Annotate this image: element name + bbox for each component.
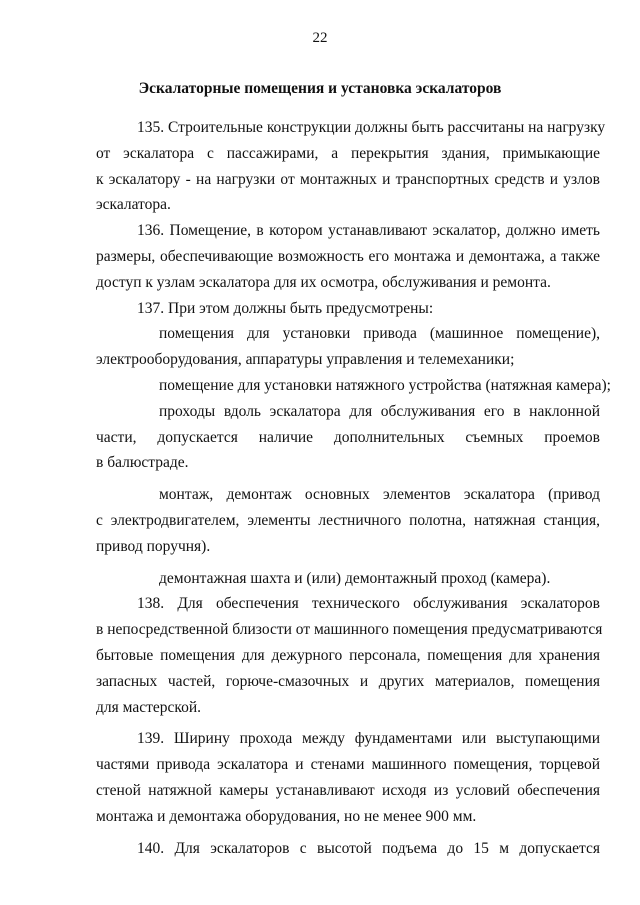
list-item-2: помещение для установки натяжного устройства (натяжная камера); [159, 376, 611, 394]
list-item-3-line-3: в балюстраде. [96, 454, 189, 472]
list-item-5: демонтажная шахта и (или) демонтажный проход (камера). [159, 569, 551, 587]
paragraph-136-line-3: доступ к узлам эскалатора для их осмотра, обслуживания и ремонта. [96, 273, 551, 291]
section-heading: Эскалаторные помещения и установка эскалаторов [138, 80, 502, 97]
paragraph-135-line-2: от эскалатора с пассажирами, а перекрытия здания, примыкающие [96, 144, 600, 162]
paragraph-135-line-1: 135. Строительные конструкции должны быть рассчитаны на нагрузку [137, 119, 606, 136]
paragraph-135-line-4: эскалатора. [96, 196, 171, 214]
list-item-4-line-2: с электродвигателем, элементы лестничного полотна, натяжная станция, [96, 511, 600, 529]
list-item-1-line-1: помещения для установки привода (машинное помещение), [159, 325, 600, 343]
page-number: 22 [312, 30, 328, 46]
list-item-3-line-2: части, допускается наличие дополнительных съемных проемов [96, 428, 600, 446]
list-item-3-line-1: проходы вдоль эскалатора для обслуживания его в наклонной [159, 402, 600, 420]
paragraph-135-line-3: к эскалатору - на нагрузки от монтажных и транспортных средств и узлов [96, 170, 600, 188]
paragraph-136-line-1: 136. Помещение, в котором устанавливают эскалатор, должно иметь [137, 222, 600, 240]
paragraph-136-line-2: размеры, обеспечивающие возможность его монтажа и демонтажа, а также [96, 247, 600, 265]
list-item-4-line-1: монтаж, демонтаж основных элементов эскалатора (привод [159, 486, 600, 504]
paragraph-138-line-4: запасных частей, горюче-смазочных и других материалов, помещения [96, 672, 600, 690]
paragraph-139-line-4: монтажа и демонтажа оборудования, но не менее 900 мм. [96, 807, 477, 825]
paragraph-138-line-2: в непосредственной близости от машинного помещения предусматриваются [96, 621, 603, 639]
list-item-1-line-2: электрооборудования, аппаратуры управления и телемеханики; [96, 351, 515, 369]
paragraph-138-line-3: бытовые помещения для дежурного персонала, помещения для хранения [96, 646, 600, 664]
paragraph-137-line-1: 137. При этом должны быть предусмотрены: [137, 299, 434, 317]
list-item-4-line-3: привод поручня). [96, 537, 211, 555]
paragraph-139-line-3: стеной натяжной камеры устанавливают исходя из условий обеспечения [96, 781, 600, 799]
paragraph-140-line-1: 140. Для эскалаторов с высотой подъема до 15 м допускается [137, 839, 600, 857]
body-text [96, 115, 611, 861]
paragraph-138-line-5: для мастерской. [96, 698, 202, 716]
paragraph-139-line-2: частями привода эскалатора и стенами машинного помещения, торцевой [96, 756, 600, 774]
paragraph-138-line-1: 138. Для обеспечения технического обслуживания эскалаторов [137, 595, 600, 613]
paragraph-139-line-1: 139. Ширину прохода между фундаментами или выступающими [137, 730, 600, 748]
